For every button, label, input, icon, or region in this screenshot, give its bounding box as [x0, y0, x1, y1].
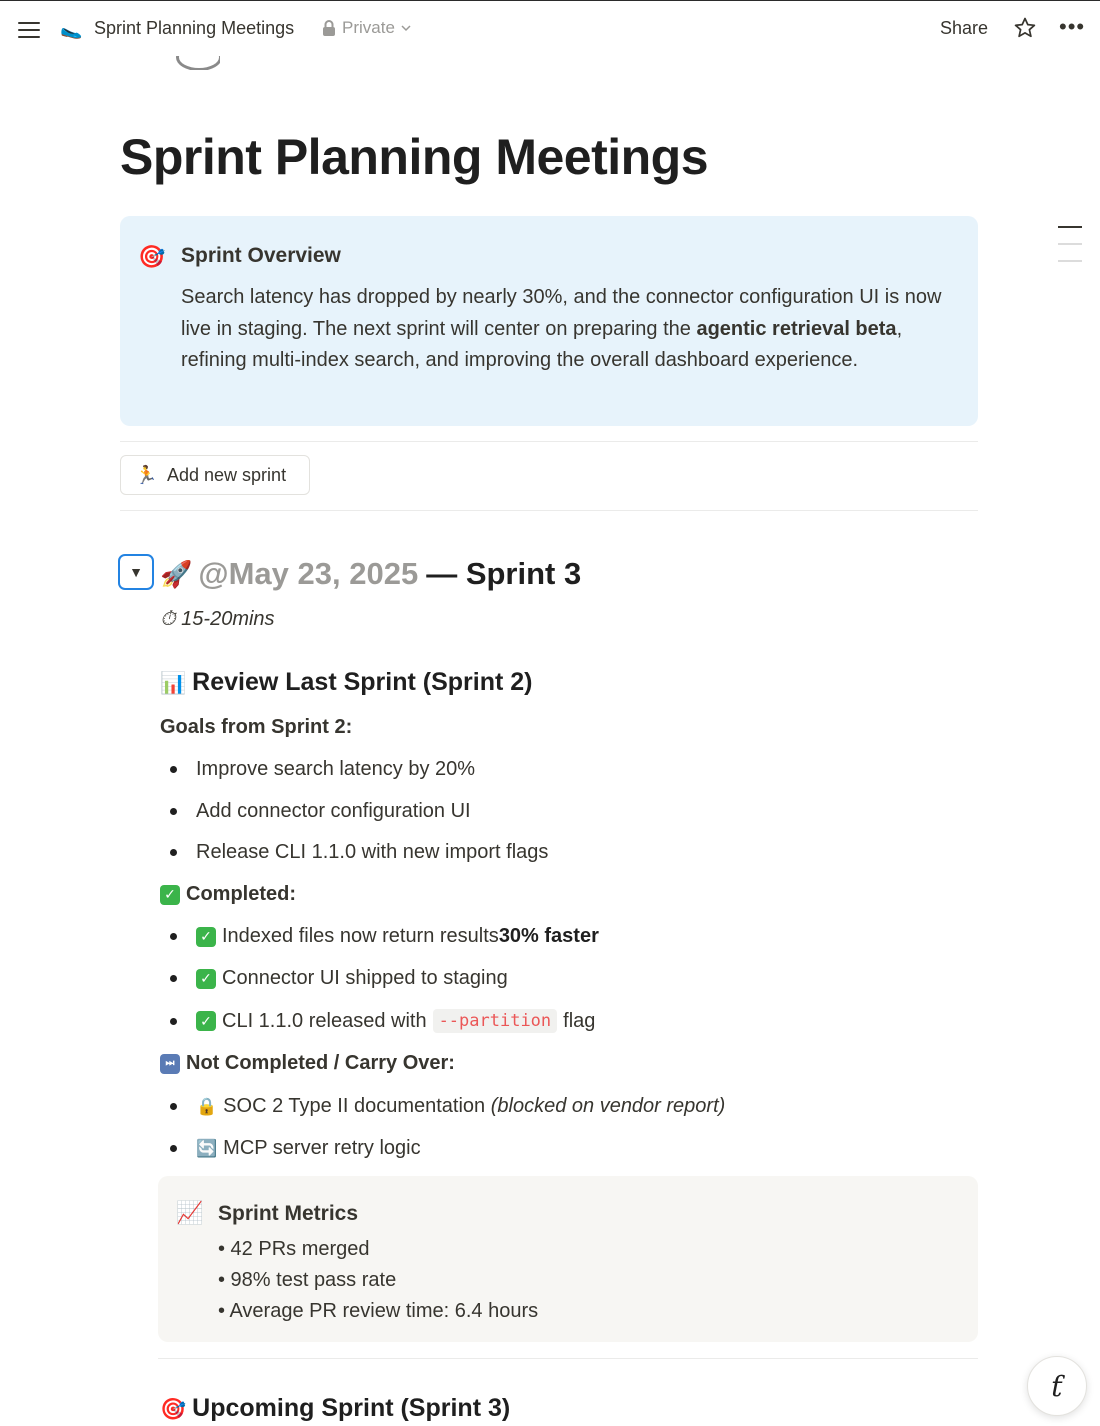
top-bar [0, 1, 1100, 57]
chart-increasing-icon: 📈 [176, 1200, 204, 1225]
list-item-text: Add connector configuration UI [196, 800, 471, 822]
duration-text: 15-20mins [181, 608, 275, 630]
callout-title: Sprint Overview [181, 244, 341, 267]
lock-icon: 🔒 [196, 1096, 218, 1116]
more-icon[interactable]: ••• [1059, 14, 1086, 39]
metric-item: • 98% test pass rate [218, 1269, 397, 1291]
list-item-bold: 30% faster [498, 925, 599, 947]
metrics-list [218, 1234, 538, 1327]
bullet-dot [170, 849, 177, 856]
hamburger-menu-icon[interactable] [16, 19, 42, 39]
meeting-duration [160, 608, 275, 631]
bullet-dot [170, 1018, 177, 1025]
list-item[interactable] [170, 758, 475, 781]
metric-item: • Average PR review time: 6.4 hours [218, 1300, 539, 1322]
upcoming-sprint-heading[interactable] [160, 1394, 510, 1423]
help-button[interactable]: ƭ [1027, 1356, 1087, 1416]
bullet-dot [170, 975, 177, 982]
completed-label[interactable] [160, 883, 296, 906]
toc-marker[interactable] [1058, 260, 1082, 262]
bullet-dot [170, 933, 177, 940]
sprint-heading-text: — Sprint 3 [426, 556, 582, 591]
heading-text: Upcoming Sprint (Sprint 3) [192, 1394, 511, 1422]
callout-bold-text: agentic retrieval beta [696, 317, 897, 340]
favorite-button[interactable] [1013, 16, 1037, 40]
table-of-contents-rail[interactable] [1058, 226, 1082, 277]
check-mark-icon: ✓ [160, 885, 180, 905]
toc-marker-active[interactable] [1058, 226, 1082, 228]
heading-text: Review Last Sprint (Sprint 2) [192, 668, 533, 696]
sprint-metrics-callout[interactable] [158, 1176, 978, 1342]
page-title[interactable]: Sprint Planning Meetings [120, 129, 709, 185]
list-item[interactable] [170, 1009, 595, 1033]
chevron-down-icon [401, 24, 411, 32]
list-item[interactable] [170, 800, 471, 823]
list-item[interactable] [170, 1137, 421, 1160]
bullet-dot [170, 766, 177, 773]
privacy-selector[interactable] [322, 18, 411, 38]
bullet-dot [170, 1103, 177, 1110]
check-mark-icon: ✓ [196, 1011, 216, 1031]
list-item-italic: (blocked on vendor report) [490, 1095, 726, 1117]
privacy-label: Private [342, 18, 395, 37]
bullet-dot [170, 808, 177, 815]
list-item-text: SOC 2 Type II documentation [223, 1095, 491, 1117]
page-icon-peek [176, 56, 220, 70]
list-item-text: Connector UI shipped to staging [222, 967, 508, 989]
sprint-overview-callout[interactable] [120, 216, 978, 426]
bar-chart-icon: 📊 [160, 672, 187, 695]
next-track-icon: ⏭ [160, 1054, 180, 1074]
list-item-text: flag [563, 1009, 596, 1032]
callout-body [181, 282, 951, 377]
list-item-text: CLI 1.1.0 released with [222, 1009, 427, 1032]
divider [120, 441, 978, 442]
list-item[interactable] [170, 1095, 725, 1118]
check-mark-icon: ✓ [196, 969, 216, 989]
bullet-dot [170, 1145, 177, 1152]
list-item[interactable] [170, 925, 599, 948]
divider [158, 1358, 978, 1359]
stopwatch-icon: ⏱ [160, 608, 176, 630]
check-mark-icon: ✓ [196, 927, 216, 947]
target-icon: 🎯 [138, 244, 166, 269]
breadcrumb-page-title[interactable]: Sprint Planning Meetings [94, 18, 295, 38]
list-item-text: MCP server retry logic [223, 1137, 421, 1159]
running-person-icon: 🏃 [135, 464, 158, 485]
list-item-text: Improve search latency by 20% [196, 758, 476, 780]
date-mention[interactable]: @May 23, 2025 [198, 556, 419, 591]
star-icon [1013, 16, 1037, 40]
not-completed-label[interactable] [160, 1052, 455, 1075]
share-button[interactable]: Share [940, 18, 989, 38]
divider [120, 510, 978, 511]
rocket-icon: 🚀 [160, 558, 193, 589]
completed-text: Completed: [186, 883, 296, 905]
not-completed-text: Not Completed / Carry Over: [186, 1052, 455, 1074]
callout-text: Search latency has dropped by nearly 30%, and the connector configuration UI is now live in staging. The next sprint will center on preparing the [181, 286, 942, 340]
list-item-text: Indexed files now return results [222, 925, 499, 947]
sprint-3-heading[interactable] [160, 556, 581, 592]
refresh-icon: 🔄 [196, 1138, 218, 1158]
callout-title: Sprint Metrics [218, 1202, 359, 1225]
toc-marker[interactable] [1058, 243, 1082, 245]
list-item[interactable] [170, 841, 548, 864]
add-new-sprint-button[interactable] [120, 455, 310, 495]
toggle-arrow-button[interactable]: ▼ [118, 554, 154, 590]
page-icon[interactable]: 🥿 [60, 18, 83, 39]
target-icon: 🎯 [160, 1398, 187, 1421]
lock-icon [322, 20, 336, 36]
list-item-text: Release CLI 1.1.0 with new import flags [196, 841, 549, 863]
callout-text: , refining multi-index search, and improving the overall dashboard experience. [181, 317, 903, 371]
inline-code: --partition [433, 1009, 558, 1033]
add-sprint-label: Add new sprint [167, 464, 287, 485]
goals-label[interactable]: Goals from Sprint 2: [160, 716, 353, 738]
list-item[interactable] [170, 967, 508, 990]
review-last-sprint-heading[interactable] [160, 668, 533, 697]
metric-item: • 42 PRs merged [218, 1238, 370, 1260]
